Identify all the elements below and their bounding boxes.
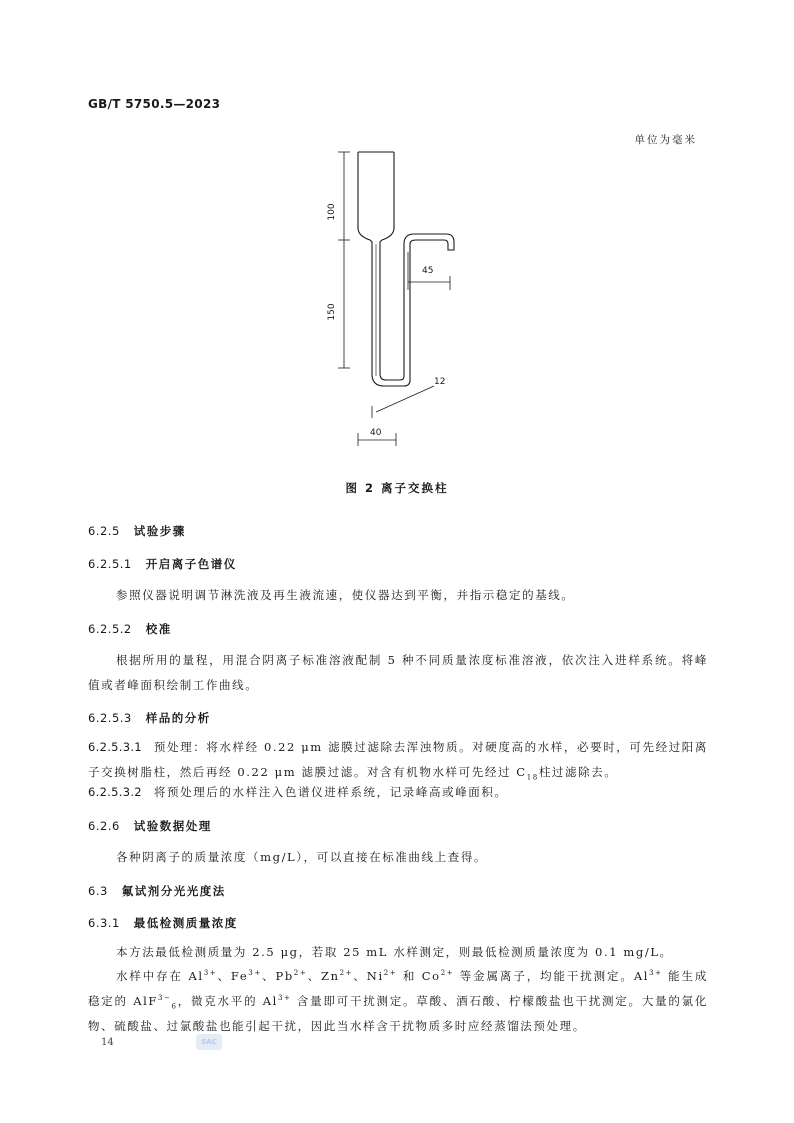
section-heading-6-2-5: 6.2.5 试验步骤 (88, 524, 186, 538)
section-heading-6-2-6: 6.2.6 试验数据处理 (88, 819, 212, 833)
page-number: 14 (101, 1037, 114, 1048)
section-heading-6-3: 6.3 氟试剂分光光度法 (88, 884, 226, 898)
dim-40: 40 (370, 428, 382, 438)
paragraph-6-2-5-3-2: 6.2.5.3.2 将预处理后的水样注入色谱仪进样系统，记录峰高或峰面积。 (88, 785, 508, 799)
dim-150: 150 (327, 303, 337, 321)
dim-45: 45 (422, 266, 434, 276)
watermark-logo: SAC (196, 1034, 222, 1050)
paragraph-6-2-6: 各种阴离子的质量浓度（mg/L），可以直接在标准曲线上查得。 (116, 850, 488, 864)
column-top-reservoir (358, 152, 454, 386)
paragraph-6-2-5-2: 根据所用的量程，用混合阴离子标准溶液配制 5 种不同质量浓度标准溶液，依次注入进样系统。将峰值或者峰面积绘制工作曲线。 (88, 653, 708, 692)
ion-exchange-column-diagram (300, 140, 500, 450)
section-heading-6-2-5-3: 6.2.5.3 样品的分析 (88, 711, 211, 725)
dim-12: 12 (434, 377, 446, 387)
paragraph-6-2-5-3-1: 6.2.5.3.1 预处理：将水样经 0.22 μm 滤膜过滤除去浑浊物质。对硬度高的水样，必要时，可先经过阳离子交换树脂柱，然后再经 0.22 μm 滤膜过滤。对含有机物水样可先经过 $C_{18}$柱过滤除去。 (88, 740, 708, 782)
section-heading-6-3-1: 6.3.1 最低检测质量浓度 (88, 916, 238, 930)
figure-caption: 图 2 离子交换柱 (345, 481, 449, 495)
section-heading-6-2-5-1: 6.2.5.1 开启离子色谱仪 (88, 557, 237, 571)
section-heading-6-2-5-2: 6.2.5.2 校准 (88, 622, 172, 636)
standard-number: GB/T 5750.5—2023 (88, 97, 221, 111)
unit-note: 单位为毫米 (634, 134, 697, 146)
paragraph-6-2-5-1: 参照仪器说明调节淋洗液及再生液流速，使仪器达到平衡，并指示稳定的基线。 (116, 588, 575, 602)
dim-100: 100 (327, 203, 337, 221)
paragraph-6-3-1-a: 本方法最低检测质量为 2.5 μg，若取 25 mL 水样测定，则最低检测质量浓度为 0.1 mg/L。 (116, 945, 673, 959)
paragraph-6-3-1-b: 水样中存在 $Al^{3+}$、$Fe^{3+}$、$Pb^{2+}$、$Zn^{2+}$、$Ni^{2+}$ 和 $Co^{2+}$ 等金属离子，均能干扰测定。$Al^{3+}$ 能生成稳定的 AlF$^{3-}_6$，微克水平的 $Al^{3+}$ 含量即可干扰测定。草酸、酒石酸、柠檬酸盐也干扰测定。大量的氯化物、硫酸盐、过氯酸盐也能引起干扰，因此当水样含干扰物质多时应经蒸馏法预处理。 (88, 969, 708, 1033)
